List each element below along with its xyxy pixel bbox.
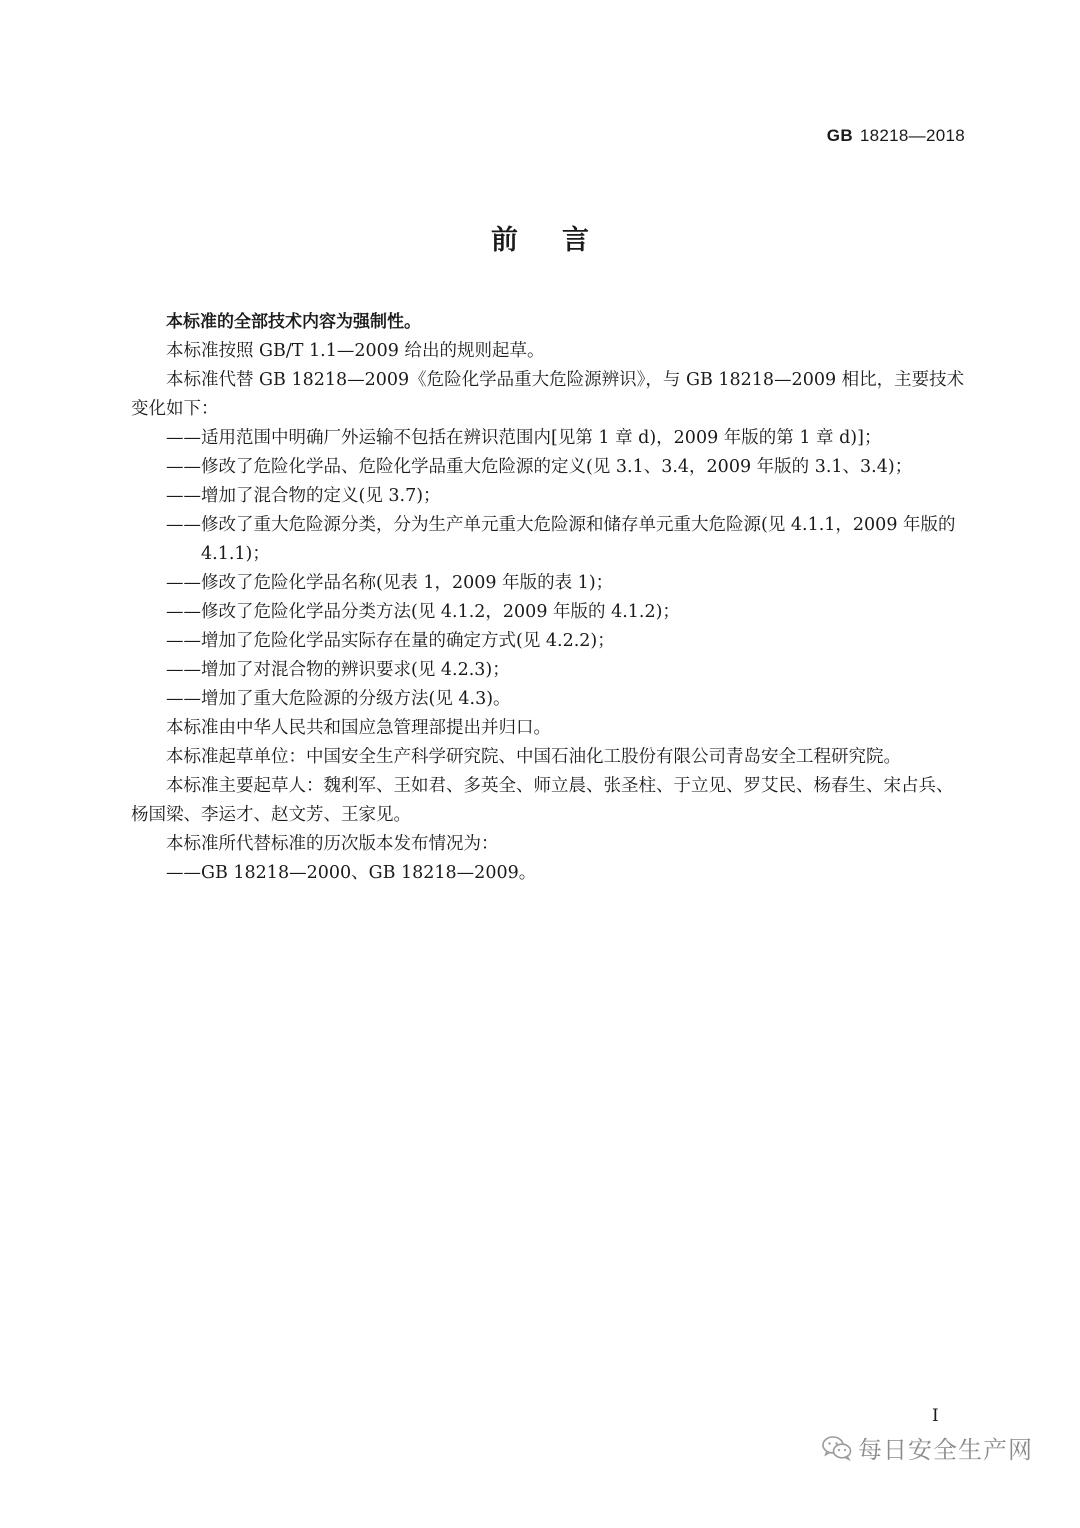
page-title: 前言 xyxy=(491,225,633,256)
list-item: ——增加了危险化学品实际存在量的确定方式(见 4.2.2)； xyxy=(166,631,615,651)
paragraph: 本标准按照 GB/T 1.1—2009 给出的规则起草。 xyxy=(166,341,545,361)
page-number: I xyxy=(932,1406,939,1426)
list-item: ——GB 18218—2000、GB 18218—2009。 xyxy=(166,863,537,883)
paragraph: 本标准的全部技术内容为强制性。 xyxy=(166,312,421,332)
paragraph: 本标准代替 GB 18218—2009《危险化学品重大危险源辨识》，与 GB 18218—2009 相比，主要技术变化如下： xyxy=(131,370,965,419)
standard-code-number: 18218—2018 xyxy=(859,126,965,145)
list-item: ——增加了重大危险源的分级方法(见 4.3)。 xyxy=(166,689,511,709)
standard-code xyxy=(827,126,965,146)
standard-code-prefix: GB xyxy=(826,126,853,145)
list-item: ——增加了混合物的定义(见 3.7)； xyxy=(166,486,441,506)
paragraph: 本标准主要起草人：魏利军、王如君、多英全、师立晨、张圣柱、于立见、罗艾民、杨春生、宋占兵、杨国梁、李运才、赵文芳、王家见。 xyxy=(131,776,954,825)
paragraph: 本标准起草单位：中国安全生产科学研究院、中国石油化工股份有限公司青岛安全工程研究院。 xyxy=(166,747,901,767)
watermark-text: 每日安全生产网 xyxy=(858,1436,1033,1464)
list-item: ——修改了重大危险源分类，分为生产单元重大危险源和储存单元重大危险源(见 4.1.1，2009 年版的 4.1.1)； xyxy=(166,515,956,564)
list-item: ——适用范围中明确厂外运输不包括在辨识范围内[见第 1 章 d)，2009 年版的第 1 章 d)]； xyxy=(166,428,882,448)
list-item: ——修改了危险化学品名称(见表 1，2009 年版的表 1)； xyxy=(166,573,614,593)
list-item: ——修改了危险化学品分类方法(见 4.1.2，2009 年版的 4.1.2)； xyxy=(166,602,680,622)
foreword-body xyxy=(131,308,966,888)
paragraph: 本标准由中华人民共和国应急管理部提出并归口。 xyxy=(166,718,551,738)
wechat-icon xyxy=(822,1435,852,1461)
paragraph: 本标准所代替标准的历次版本发布情况为： xyxy=(166,834,499,854)
list-item: ——修改了危险化学品、危险化学品重大危险源的定义(见 3.1、3.4，2009 年版的 3.1、3.4)； xyxy=(166,457,913,477)
watermark xyxy=(822,1430,1033,1465)
list-item: ——增加了对混合物的辨识要求(见 4.2.3)； xyxy=(166,660,510,680)
